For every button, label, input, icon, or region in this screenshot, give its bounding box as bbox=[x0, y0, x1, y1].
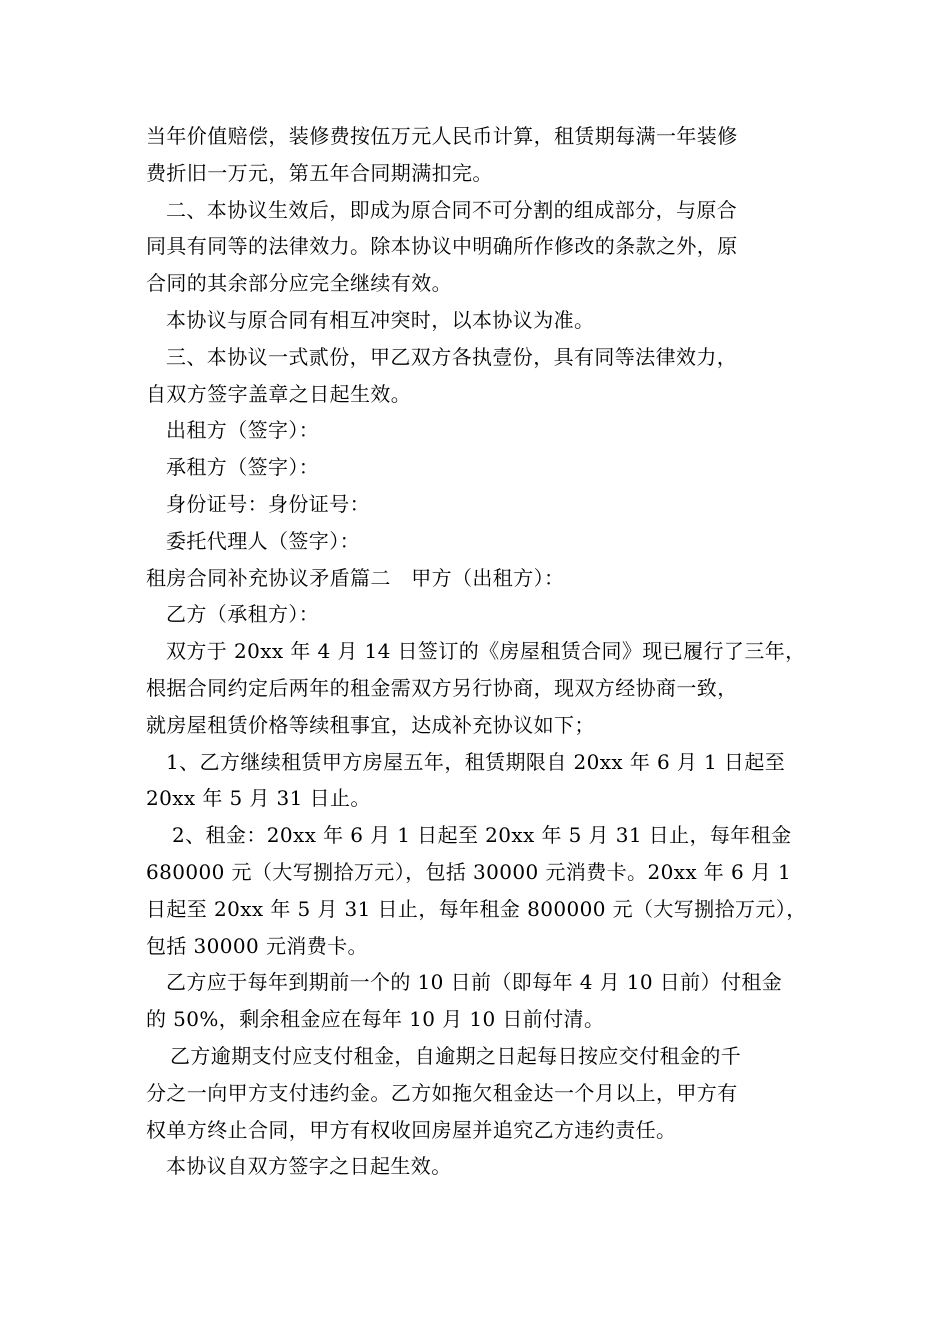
text-line: 委托代理人（签字）： bbox=[166, 528, 360, 553]
section-heading: 租房合同补充协议矛盾篇二 甲方（出租方）： bbox=[146, 565, 565, 590]
text-line: 本协议与原合同有相互冲突时，以本协议为准。 bbox=[166, 307, 595, 332]
text-line: 包括 30000 元消费卡。 bbox=[146, 933, 368, 958]
text-line: 的 50%，剩余租金应在每年 10 月 10 日前付清。 bbox=[146, 1007, 605, 1032]
text-line: 分之一向甲方支付违约金。乙方如拖欠租金达一个月以上，甲方有 bbox=[146, 1080, 738, 1105]
text-line: 当年价值赔偿，装修费按伍万元人民币计算，租赁期每满一年装修 bbox=[146, 124, 738, 148]
text-line: 1、乙方继续租赁甲方房屋五年，租赁期限自 20xx 年 6 月 1 日起至 bbox=[166, 749, 786, 774]
text-line: 680000 元（大写捌拾万元），包括 30000 元消费卡。20xx 年 6 月 1 bbox=[146, 859, 792, 884]
text-line: 二、本协议生效后，即成为原合同不可分割的组成部分，与原合 bbox=[166, 197, 738, 222]
text-line: 权单方终止合同，甲方有权收回房屋并追究乙方违约责任。 bbox=[146, 1117, 677, 1142]
text-line: 根据合同约定后两年的租金需双方另行协商，现双方经协商一致， bbox=[146, 675, 738, 700]
text-line: 自双方签字盖章之日起生效。 bbox=[146, 381, 412, 406]
text-line: 乙方应于每年到期前一个的 10 日前（即每年 4 月 10 日前）付租金 bbox=[166, 970, 783, 995]
text-line: 费折旧一万元，第五年合同期满扣完。 bbox=[146, 160, 493, 185]
text-line: 日起至 20xx 年 5 月 31 日止，每年租金 800000 元（大写捌拾万元）， bbox=[146, 896, 807, 921]
text-line: 三、本协议一式贰份，甲乙双方各执壹份，具有同等法律效力， bbox=[166, 344, 738, 369]
text-line: 乙方逾期支付应支付租金，自逾期之日起每日按应交付租金的千 bbox=[170, 1043, 742, 1068]
text-line: 2、租金：20xx 年 6 月 1 日起至 20xx 年 5 月 31 日止，每年租金 bbox=[172, 823, 792, 848]
text-line: 出租方（签字）： bbox=[166, 418, 320, 443]
text-line: 本协议自双方签字之日起生效。 bbox=[166, 1154, 452, 1179]
text-line: 承租方（签字）： bbox=[166, 455, 320, 480]
text-line: 合同的其余部分应完全继续有效。 bbox=[146, 271, 452, 296]
text-line: 20xx 年 5 月 31 日止。 bbox=[146, 786, 371, 811]
text-line: 同具有同等的法律效力。除本协议中明确所作修改的条款之外，原 bbox=[146, 234, 738, 259]
text-line: 乙方（承租方）： bbox=[166, 602, 320, 627]
text-line: 双方于 20xx 年 4 月 14 日签订的《房屋租赁合同》现已履行了三年， bbox=[166, 639, 806, 664]
text-line: 就房屋租赁价格等续租事宜，达成补充协议如下； bbox=[146, 712, 595, 737]
text-line: 身份证号：身份证号： bbox=[166, 491, 370, 516]
